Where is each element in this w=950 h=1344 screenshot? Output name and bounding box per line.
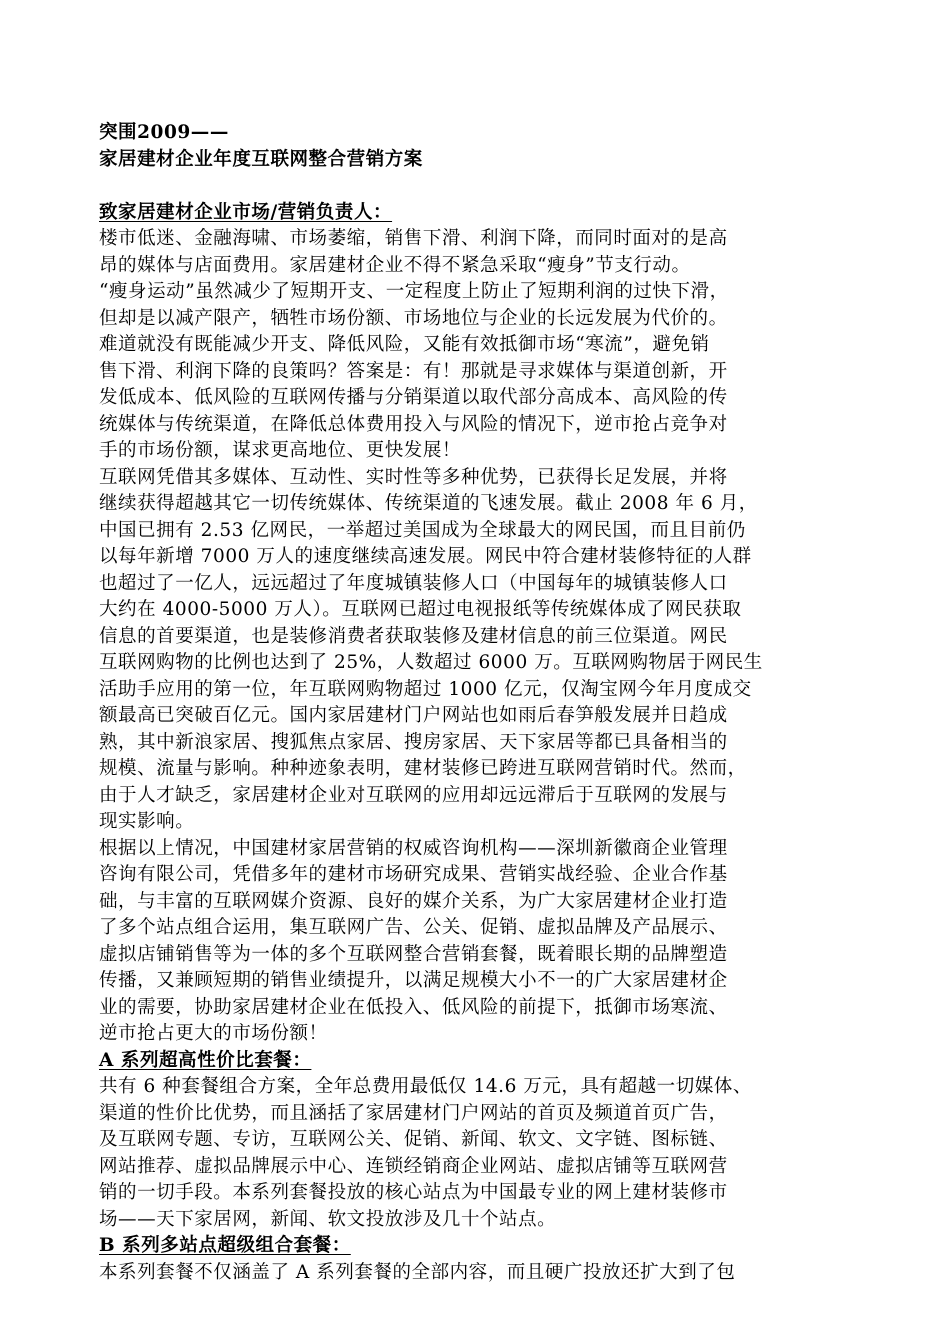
text-line: 昂的媒体与店面费用。家居建材企业不得不紧急采取“瘦身”节支行动。: [99, 254, 691, 276]
text-line: 共有 6 种套餐组合方案，全年总费用最低仅 14.6 万元，具有超越一切媒体、: [99, 1076, 752, 1097]
text-line: 中国已拥有 2.53 亿网民，一举超过美国成为全球最大的网民国，而且目前仍: [99, 519, 746, 541]
text-line: 础，与丰富的互联网媒介资源、良好的媒介关系，为广大家居建材企业打造: [99, 890, 728, 912]
section-b-heading: B 系列多站点超级组合套餐：: [99, 1235, 351, 1256]
text-line: 渠道的性价比优势，而且涵括了家居建材门户网站的首页及频道首页广告，: [99, 1102, 728, 1124]
text-line: “瘦身运动”虽然减少了短期开支、一定程度上防止了短期利润的过快下滑，: [99, 281, 729, 302]
text-line: 及互联网专题、专访，互联网公关、促销、新闻、软文、文字链、图标链、: [99, 1129, 728, 1150]
text-line: 传播，又兼顾短期的销售业绩提升，以满足规模大小不一的广大家居建材企: [99, 970, 728, 991]
text-line: 难道就没有既能减少开支、降低风险，又能有效抵御市场“寒流”，避免销: [99, 334, 710, 355]
text-line: 销的一切手段。本系列套餐投放的核心站点为中国最专业的网上建材装修市: [99, 1182, 728, 1203]
text-line: 继续获得超越其它一切传统媒体、传统渠道的飞速发展。截止 2008 年 6 月，: [99, 493, 758, 514]
text-line: 以每年新增 7000 万人的速度继续高速发展。网民中符合建材装修特征的人群: [99, 546, 752, 567]
blank-line: [99, 173, 859, 200]
text-line: 互联网凭借其多媒体、互动性、实时性等多种优势，已获得长足发展，并将: [99, 466, 728, 488]
text-line: 虚拟店铺销售等为一体的多个互联网整合营销套餐，既着眼长期的品牌塑造: [99, 943, 728, 965]
text-line: 活助手应用的第一位，年互联网购物超过 1000 亿元，仅淘宝网今年月度成交: [99, 678, 752, 700]
text-line: 额最高已突破百亿元。国内家居建材门户网站也如雨后春笋般发展并日趋成: [99, 705, 728, 726]
text-line: 根据以上情况，中国建材家居营销的权威咨询机构——深圳新徽商企业管理: [99, 837, 728, 859]
paragraph-market-situation: [99, 226, 859, 465]
text-line: 手的市场份额，谋求更高地位、更快发展！: [99, 440, 461, 461]
text-line: 互联网购物的比例也达到了 25%，人数超过 6000 万。互联网购物居于网民生: [99, 652, 763, 673]
text-line: 现实影响。: [99, 811, 195, 832]
text-line: 售下滑、利润下降的良策吗？答案是：有！那就是寻求媒体与渠道创新，开: [99, 360, 728, 382]
document-title-line-1: 突围2009——: [99, 122, 229, 143]
text-line: 了多个站点组合运用，集互联网广告、公关、促销、虚拟品牌及产品展示、: [99, 917, 728, 938]
text-line: 发低成本、低风险的互联网传播与分销渠道以取代部分高成本、高风险的传: [99, 387, 728, 408]
document-title-line-2: 家居建材企业年度互联网整合营销方案: [99, 148, 423, 170]
text-line: 信息的首要渠道，也是装修消费者获取装修及建材信息的前三位渠道。网民: [99, 625, 728, 647]
section-a-body: [99, 1074, 859, 1233]
salutation-heading: 致家居建材企业市场/营销负责人：: [99, 201, 393, 223]
text-line: 大约在 4000-5000 万人）。互联网已超过电视报纸等传统媒体成了网民获取: [99, 599, 742, 620]
text-line: 由于人才缺乏，家居建材企业对互联网的应用却远远滞后于互联网的发展与: [99, 784, 728, 806]
text-line: 规模、流量与影响。种种迹象表明，建材装修已跨进互联网营销时代。然而，: [99, 758, 747, 779]
text-line: 统媒体与传统渠道，在降低总体费用投入与风险的情况下，逆市抢占竞争对: [99, 413, 728, 435]
text-line: 咨询有限公司，凭借多年的建材市场研究成果、营销实战经验、企业合作基: [99, 864, 728, 885]
text-line: 熟，其中新浪家居、搜狐焦点家居、搜房家居、天下家居等都已具备相当的: [99, 731, 728, 753]
text-line: 但却是以减产限产，牺牲市场份额、市场地位与企业的长远发展为代价的。: [99, 307, 728, 329]
paragraph-consulting-offer: [99, 836, 859, 1048]
text-line: 本系列套餐不仅涵盖了 A 系列套餐的全部内容，而且硬广投放还扩大到了包: [99, 1261, 736, 1283]
document-body: [99, 120, 859, 1286]
text-line: 逆市抢占更大的市场份额！: [99, 1023, 328, 1044]
paragraph-internet-advantages: [99, 465, 859, 836]
text-line: 楼市低迷、金融海啸、市场萎缩，销售下滑、利润下降，而同时面对的是高: [99, 228, 728, 249]
section-a-heading: A 系列超高性价比套餐：: [99, 1049, 312, 1071]
text-line: 网站推荐、虚拟品牌展示中心、连锁经销商企业网站、虚拟店铺等互联网营: [99, 1155, 728, 1177]
text-line: 也超过了一亿人，远远超过了年度城镇装修人口（中国每年的城镇装修人口: [99, 572, 728, 594]
text-line: 场——天下家居网，新闻、软文投放涉及几十个站点。: [99, 1208, 557, 1230]
section-b-body: [99, 1260, 859, 1287]
text-line: 业的需要，协助家居建材企业在低投入、低风险的前提下，抵御市场寒流、: [99, 996, 728, 1018]
